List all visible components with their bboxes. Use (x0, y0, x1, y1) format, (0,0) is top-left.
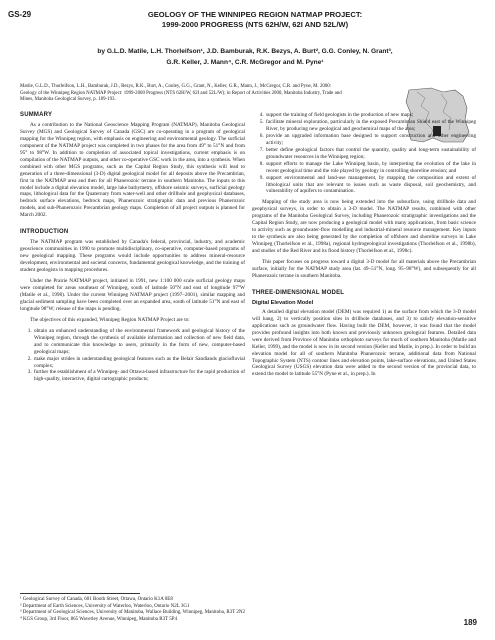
summary-paragraph: As a contribution to the National Geoscience Mapping Program (NATMAP), Manitoba Geological Survey (MGS) and Geological Survey of Canada (GSC) are co-operating in a program of geological mapping for the Winnipeg region, with emphasis on engineering and environmental geology. The surficial component of the NATMAP project was completed in two phases for the area from 49° to 51°N and from 95° to 98°W. In addition to completion of associated topical investigations, current emphasis is on compilation of the NATMAP outputs, and other co-operative GSC work in the area, into a synthesis. When combined with other MGS programs, such as the Capital Region Study, this synthesis will lead to generation of a three-dimensional (3-D) digital geological model for all deposits above the Precambrian, first in the NATMAP area and then for all Phanerozoic terrane in southern Manitoba. The inputs to this model include a digital elevation model, large lake bathymetry, offshore seismic surveys, surficial geology maps, lithological data for the Quaternary from water-well and other drillhole and geophysical databases, bedrock surface elevations, bedrock maps, Phanerozoic stratigraphic data and previous Phanerozoic models, and sub-Phanerozoic Precambrian geology maps. Completion of all project outputs is planned for March 2002. (20, 121, 245, 219)
objective-item: 4. support the training of field geologists in the production of new maps; (265, 112, 476, 119)
dem-paragraph: A detailed digital elevation model (DEM) was required 1) as the surface from which the 3-D model will hang, 2) to vertically position sites in drillhole databases, and 3) to satisfy elevation-sensitive applications such as groundwater flow. Having built the DEM, however, it was found that the model provides profound insights into both known and previously unknown geological features. Detailed data were derived from Province of Manitoba orthophoto surveys for much of southern Manitoba (Matile and Keller, 1999), and the model is now in its second version (Keller and Matile, in prep.). In order to build an elevation model for all of southern Manitoba Phanerozoic terrane, additional data from National Topographic System (NTS) contour lines and elevation points, lake-surface elevations, and United States Geological Survey (USGS) elevation data were added to the second version of the provincial data, to extend the model to latitude 55°N (Pyne et al., in prep.). In (252, 308, 476, 378)
footnotes (20, 597, 475, 623)
author-list (40, 46, 450, 68)
title-line-2: 1999-2000 PROGRESS (NTS 62H/W, 62I AND 52L/W) (161, 20, 349, 29)
title-line-1: GEOLOGY OF THE WINNIPEG REGION NATMAP PROJECT: (147, 10, 363, 19)
footnote-2: ² Department of Earth Sciences, University of Waterloo, Waterloo, Ontario N2L 3G1 (20, 603, 190, 609)
objective-item: 5. facilitate mineral exploration, particularly in the exposed Precambrian Shield east of the Winnipeg River, by producing new geological and geochemical maps of the area; (265, 119, 476, 133)
dem-subheading: Digital Elevation Model (252, 299, 314, 306)
footnote-3: ³ Department of Geological Sciences, University of Manitoba, Wallace Building, Winnipeg, Manitoba, R3T 2N2 (20, 610, 246, 616)
objective-item: 2. make major strides in understanding geological features such as the Belair Sandlands glaciofluvial complex; (33, 356, 245, 370)
footnote-4: ⁴ KGS Group, 3rd Floor, 865 Waverley Avenue, Winnipeg, Manitoba R3T 5P4 (20, 616, 178, 622)
introduction-paragraph-1: The NATMAP program was established by Canada's federal, provincial, industry, and academic geoscience communities in 1990 to promote multidisciplinary, co-operative, computer-based programs of new geological mapping. These programs would include opportunities to address mineral-resource development, environmental and societal concerns, fundamental geological knowledge, and the training of student geologists in mapping procedures. (20, 239, 245, 274)
objectives-list (20, 328, 245, 384)
authors-line-2: G.R. Keller, J. Mann⁴, C.R. McGregor and M. Pyne¹ (166, 59, 324, 66)
page-number: 189 (463, 618, 477, 627)
report-number: GS-29 (8, 10, 32, 19)
left-column (20, 112, 245, 387)
objective-item: 1. obtain an enhanced understanding of the environmental framework and geological history of the Winnipeg region, through the synthesis of available information and collection of new field data, and to communicate this knowledge to users, primarily in the form of new, computer-based geological maps; (33, 328, 245, 356)
model-heading: THREE-DIMENSIONAL MODEL (252, 289, 345, 296)
objective-item: 9. support environmental and land-use management, by mapping the composition and extent of lithological units that are relevant to issues such as waste disposal, soil geochemistry, and vulnerability of aquifers to contamination. (265, 175, 476, 196)
focus-paragraph: This paper focuses on progress toward a digital 3-D model for all materials above the Precambrian surface, initially for the NATMAP study area (lat. 49–51°N, long. 95–98°W), and subsequently for all Phanerozoic terrane in southern Manitoba. (252, 259, 476, 279)
right-column (252, 112, 476, 382)
introduction-heading: INTRODUCTION (20, 229, 69, 236)
paper-title (90, 10, 420, 30)
introduction-paragraph-3: The objectives of this expanded, Winnipeg Region NATMAP Project are to: (30, 316, 190, 323)
mapping-paragraph: Mapping of the study area is now being extended into the subsurface, using drillhole data and geophysical surveys, in order to obtain a 3-D model. The NATMAP results, combined with other programs of the Manitoba Geological Survey, including Phanerozoic stratigraphic investigations and the Capital Region Study, are now producing a geological model with many applications, from basic science to activity such as groundwater-flow modelling and industrial-mineral resource management. Key inputs to the synthesis are also being generated by the completion of offshore and shoreline surveys in Lake Winnipeg (Thorleifson et al., 1998a), regional hydrogeological investigations (Thorleifson et al., 1998b), and studies of the Red River and its flood history (Thorleifson et al., 1998c). (252, 199, 476, 255)
objective-item: 3. further the establishment of a Winnipeg- and Ottawa-based infrastructure for the rapid production of high-quality, interactive, digital cartographic products; (33, 369, 245, 383)
footnote-1: ¹ Geological Survey of Canada, 601 Booth Street, Ottawa, Ontario K1A 0E8 (20, 597, 173, 602)
objective-item: 7. better define geological factors that control the quantity, quality and long-term sustainability of groundwater resources in the Winnipeg region; (265, 147, 476, 161)
introduction-paragraph-2: Under the Prairie NATMAP project, initiated in 1991, new 1:100 000 scale surficial geology maps were completed for areas southeast of Winnipeg, south of latitude 50°N and east of longitude 97°W (Matile et al., 1998). Under the current Winnipeg NATMAP project (1997–2001), similar mapping and glacial sediment sampling have been completed over an expanded area, south of latitude 51°N and east of longitude 98°W; release of the maps is pending. (20, 278, 245, 312)
citation-text: Matile, G.L.D., Thorleifson, L.H., Bamburak, J.D., Bezys, R.K., Burt, A., Conley, G.G., Grant, N., Keller, G.R., Mann, J., McGregor, C.R. and Pyne, M. 2000: Geology of the Winnipeg Region NATMAP Project: 1999-2000 Progress (NTS 62H/W, 62I and 52L/W); in Report of Activities 2000, Manitoba Industry, Trade and Mines, Manitoba Geological Survey, p. 189-193. (20, 84, 342, 103)
footnote-divider (20, 593, 140, 594)
authors-line-1: by G.L.D. Matile, L.H. Thorleifson¹, J.D. Bamburak, R.K. Bezys, A. Burt², G.G. Conley, N. Grant³, (97, 48, 393, 55)
objective-item: 8. support efforts to manage the Lake Winnipeg basin, by interpreting the evolution of the lake in recent geological time and the role played by geology in controlling shoreline erosion; and (265, 161, 476, 175)
objective-item: 6. provide an upgraded information base designed to support construction and other engineering activity; (265, 133, 476, 147)
summary-heading: SUMMARY (20, 112, 53, 118)
objectives-list-continued (252, 112, 476, 195)
